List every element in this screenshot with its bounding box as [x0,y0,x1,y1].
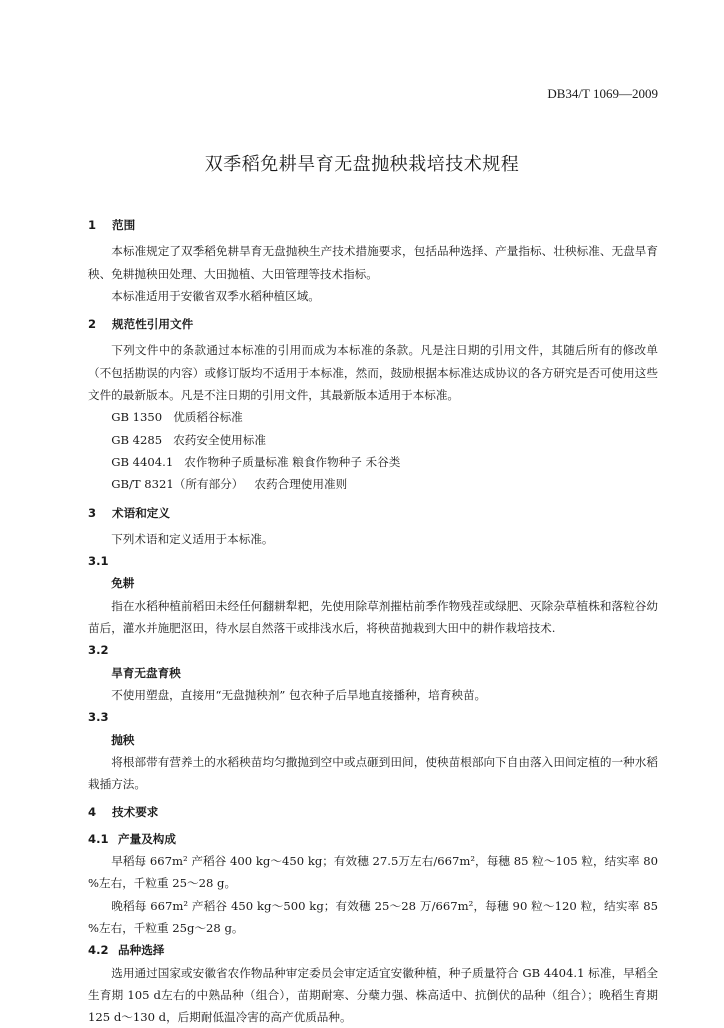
subsection-title: 品种选择 [118,943,164,957]
section-4-heading [88,801,658,823]
section-number: 2 [88,313,112,335]
term-name: 抛秧 [88,729,658,751]
subsection-4-2-heading [88,939,658,961]
term-number: 3.3 [88,706,658,728]
paragraph: 下列文件中的条款通过本标准的引用而成为本标准的条款。凡是注日期的引用文件，其随后所有的修改单（不包括勘误的内容）或修订版均不适用于本标准，然而，鼓励根据本标准达成协议的各方研究是否可使用这些文件的最新版本。凡是不注日期的引用文件，其最新版本适用于本标准。 [88,339,658,406]
term-name: 旱育无盘育秧 [88,662,658,684]
document-body [88,208,658,1028]
section-title: 规范性引用文件 [112,317,193,331]
reference-item: GB 1350 优质稻谷标准 [88,406,658,428]
subsection-title: 产量及构成 [118,832,176,846]
term-definition: 将根部带有营养土的水稻秧苗均匀撒抛到空中或点砸到田间，使秧苗根部向下自由落入田间定植的一种水稻栽插方法。 [88,751,658,796]
paragraph: 本标准适用于安徽省双季水稻种植区域。 [88,285,658,307]
section-title: 范围 [112,218,135,232]
subsection-number: 4.1 [88,828,118,850]
section-title: 技术要求 [112,805,158,819]
section-3-heading [88,502,658,524]
term-definition: 指在水稻种植前稻田未经任何翻耕犁耙，先使用除草剂摧枯前季作物残茬或绿肥、灭除杂草植株和落粒谷幼苗后，灌水并施肥沤田，待水层自然落干或排浅水后，将秧苗抛栽到大田中的耕作栽培技术. [88,595,658,640]
paragraph: 本标准规定了双季稻免耕旱育无盘抛秧生产技术措施要求，包括品种选择、产量指标、壮秧标准、无盘旱育秧、免耕抛秧田处理、大田抛植、大田管理等技术指标。 [88,240,658,285]
section-2-heading [88,313,658,335]
paragraph: 早稻每 667m² 产稻谷 400 kg～450 kg；有效穗 27.5万左右/667m²，每穗 85 粒～105 粒，结实率 80 %左右，千粒重 25～28 g。 [88,850,658,895]
reference-item: GB 4404.1 农作物种子质量标准 粮食作物种子 禾谷类 [88,451,658,473]
section-1-heading [88,214,658,236]
section-number: 1 [88,214,112,236]
reference-item: GB/T 8321（所有部分） 农药合理使用准则 [88,473,658,495]
term-name: 免耕 [88,572,658,594]
standard-code: DB34/T 1069—2009 [547,86,658,102]
section-number: 4 [88,801,112,823]
subsection-number: 4.2 [88,939,118,961]
subsection-4-1-heading [88,828,658,850]
paragraph: 选用通过国家或安徽省农作物品种审定委员会审定适宜安徽种植，种子质量符合 GB 4404.1 标准，早稻全生育期 105 d左右的中熟品种（组合），苗期耐寒、分蘖力强、株高适中、抗倒伏的品种（组合）；晚稻生育期 125 d～130 d，后期耐低温冷害的高产优质品种。 [88,962,658,1028]
document-title: 双季稻免耕旱育无盘抛秧栽培技术规程 [0,150,724,176]
section-number: 3 [88,502,112,524]
paragraph: 下列术语和定义适用于本标准。 [88,528,658,550]
term-number: 3.1 [88,550,658,572]
section-title: 术语和定义 [112,506,170,520]
term-number: 3.2 [88,639,658,661]
term-definition: 不使用塑盘，直接用“无盘抛秧剂” 包衣种子后旱地直接播种，培育秧苗。 [88,684,658,706]
paragraph: 晚稻每 667m² 产稻谷 450 kg～500 kg；有效穗 25～28 万/667m²，每穗 90 粒～120 粒，结实率 85 %左右，千粒重 25g～28 g。 [88,895,658,940]
reference-item: GB 4285 农药安全使用标准 [88,429,658,451]
